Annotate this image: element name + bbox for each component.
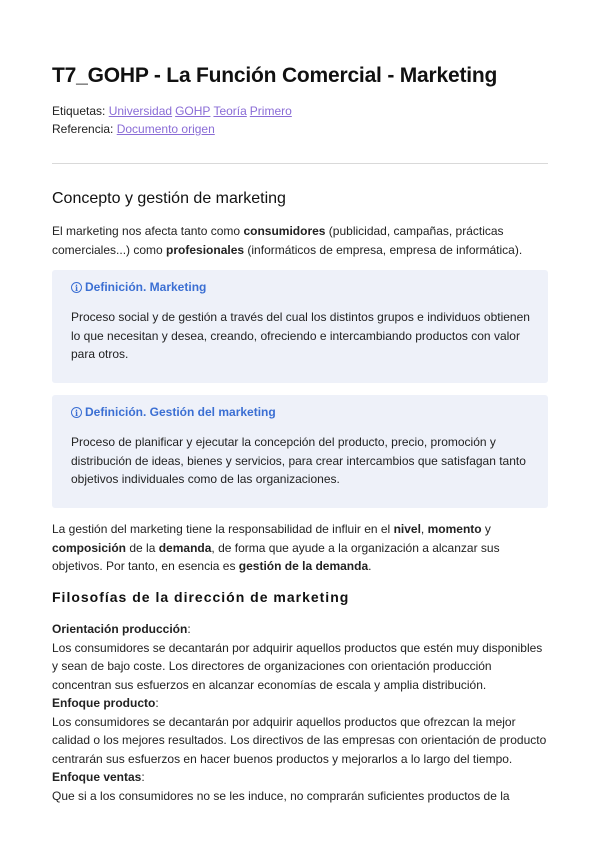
tag-link-primero[interactable]: Primero (249, 104, 292, 118)
callout-definicion-gestion (52, 395, 548, 508)
info-icon: i (71, 282, 82, 293)
info-icon: i (71, 407, 82, 418)
list-item-text: Los consumidores se decantarán por adquirir aquellos productos que estén muy disponibles y sean de bajo coste. Los directores de organizaciones con orientación producción concentran sus esfuerzos en alcanzar economías de escala y amplia distribución. (52, 640, 543, 692)
reference-link[interactable]: Documento origen (116, 122, 215, 136)
list-item-term: Enfoque producto: (52, 696, 159, 710)
reference-label: Referencia: (52, 122, 114, 136)
callout-definicion-marketing (52, 270, 548, 383)
section-heading-concepto: Concepto y gestión de marketing (52, 190, 286, 207)
list-item-text: Que si a los consumidores no se les induce, no comprarán suficientes productos de la (52, 788, 510, 803)
callout-title: i Definición. Gestión del marketing (71, 405, 276, 419)
tags-label: Etiquetas: (52, 104, 106, 118)
filosofias-list (52, 620, 548, 805)
page-title: T7_GOHP - La Función Comercial - Marketing (52, 64, 498, 87)
list-item-term: Orientación producción: (52, 622, 191, 636)
gestion-paragraph: La gestión del marketing tiene la responsabilidad de influir en el nivel, momento y composición de la demanda, de forma que ayude a la organización a alcanzar sus objetivos. Por tanto, en esencia es gestión de la demanda. (52, 522, 500, 573)
callout-title: i Definición. Marketing (71, 280, 206, 294)
callout-text: Proceso social y de gestión a través del cual los distintos grupos e individuos obtienen lo que necesitan y desea, creando, ofreciendo e intercambiando productos con valor para otros. (71, 310, 530, 361)
callout-text: Proceso de planificar y ejecutar la concepción del producto, precio, promoción y distribución de ideas, bienes y servicios, para crear intercambios que satisfagan tanto objetivos individuales como de las organizaciones. (71, 435, 526, 486)
tag-link-gohp[interactable]: GOHP (175, 104, 211, 118)
divider (52, 163, 548, 164)
intro-paragraph: El marketing nos afecta tanto como consumidores (publicidad, campañas, prácticas comerciales...) como profesionales (informáticos de empresa, empresa de informática). (52, 224, 523, 257)
reference-row (52, 122, 218, 137)
list-item-term: Enfoque ventas: (52, 770, 145, 784)
section-heading-filosofias: Filosofías de la dirección de marketing (52, 589, 350, 605)
tag-link-universidad[interactable]: Universidad (108, 104, 173, 118)
tag-link-teoria[interactable]: Teoría (213, 104, 247, 118)
list-item-text: Los consumidores se decantarán por adquirir aquellos productos que ofrezcan la mejor calidad o los mejores resultados. Los directivos de las empresas con orientación de producto centrarán sus esfuerzos en hacer buenos productos y mejorarlos a lo largo del tiempo. (52, 714, 547, 766)
tags-row (52, 104, 295, 119)
